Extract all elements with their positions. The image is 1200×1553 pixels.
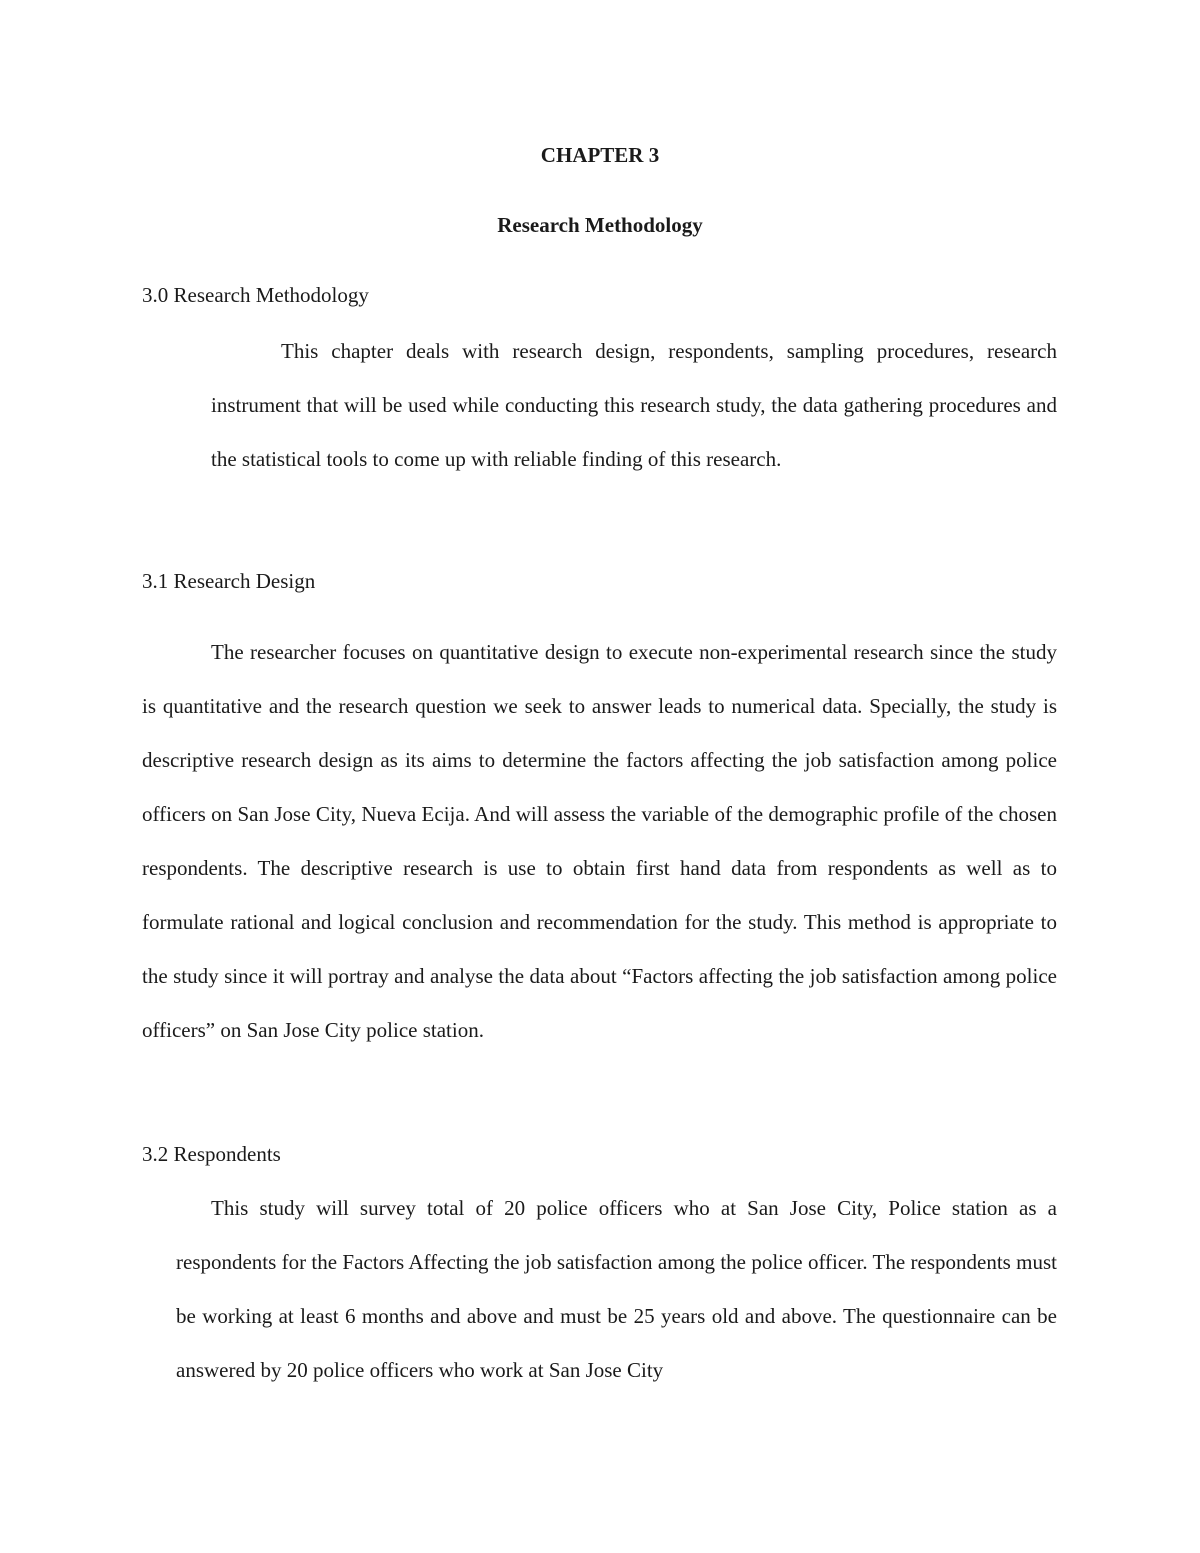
section-heading-3-0: 3.0 Research Methodology <box>142 283 369 307</box>
section-body-3-2: This study will survey total of 20 police officers who at San Jose City, Police station as a respondents for the Factors Affecting the job satisfaction among the police officer. The respondents must be working at least 6 months and above and must be 25 years old and above. The questionnaire can be answered by 20 police officers who work at San Jose City <box>176 1196 1057 1382</box>
section-body-3-1: The researcher focuses on quantitative design to execute non-experimental research since the study is quantitative and the research question we seek to answer leads to numerical data. Specially, the study is descriptive research design as its aims to determine the factors affecting the job satisfaction among police officers on San Jose City, Nueva Ecija. And will assess the variable of the demographic profile of the chosen respondents. The descriptive research is use to obtain first hand data from respondents as well as to formulate rational and logical conclusion and recommendation for the study. This method is appropriate to the study since it will portray and analyse the data about “Factors affecting the job satisfaction among police officers” on San Jose City police station. <box>142 640 1057 1042</box>
section-body-3-0: This chapter deals with research design, respondents, sampling procedures, research instrument that will be used while conducting this research study, the data gathering procedures and the statistical tools to come up with reliable finding of this research. <box>211 339 1057 471</box>
chapter-subtitle: Research Methodology <box>497 213 703 237</box>
section-heading-3-2: 3.2 Respondents <box>142 1142 281 1166</box>
chapter-title: CHAPTER 3 <box>540 143 660 167</box>
section-heading-3-1: 3.1 Research Design <box>142 569 316 593</box>
